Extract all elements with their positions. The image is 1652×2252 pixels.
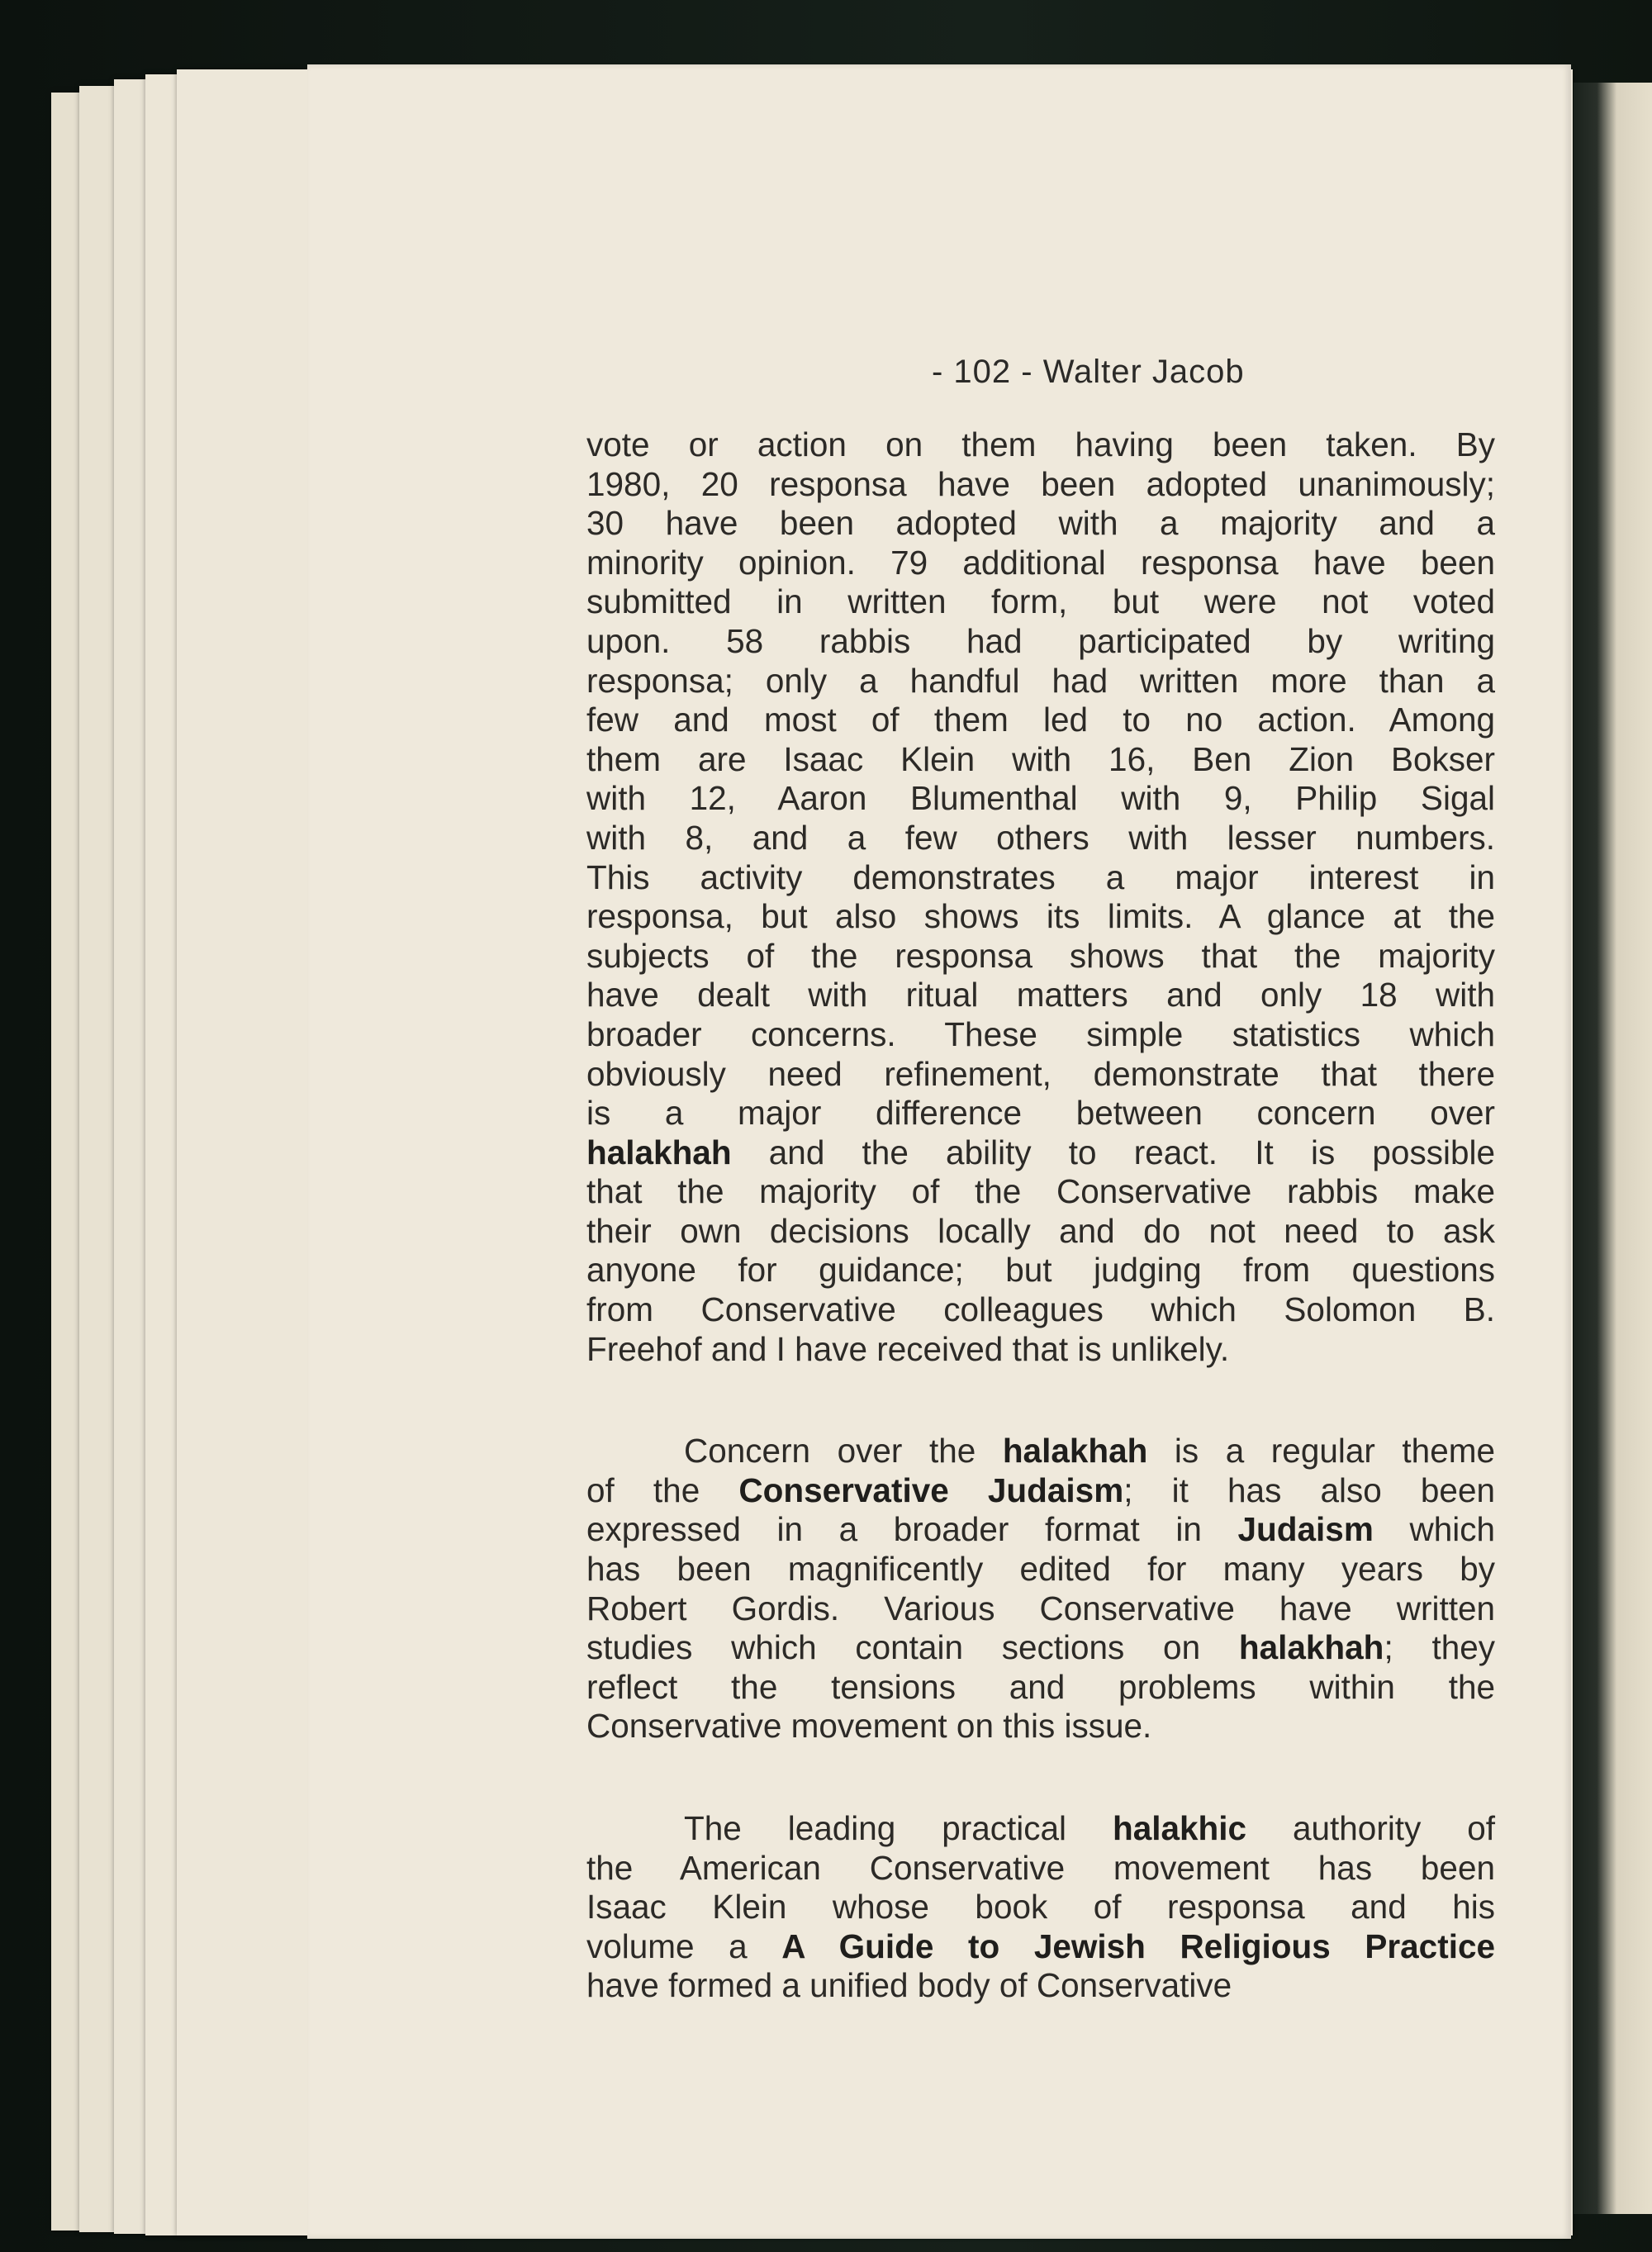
body-text bbox=[586, 425, 1495, 2006]
paragraph-gap bbox=[586, 1369, 1495, 1432]
text-run: of the bbox=[586, 1470, 739, 1509]
text-line bbox=[586, 1133, 1495, 1173]
text-line bbox=[586, 1888, 1495, 1927]
text-line bbox=[586, 897, 1495, 937]
text-run: their own decisions locally and do not need to ask bbox=[586, 1211, 1495, 1250]
facing-page-edge bbox=[1574, 83, 1652, 2214]
text-line bbox=[586, 662, 1495, 701]
text-run: have dealt with ritual matters and only 18 with bbox=[586, 976, 1495, 1014]
paragraph-gap bbox=[586, 1746, 1495, 1809]
text-line bbox=[586, 1432, 1495, 1471]
text-line bbox=[586, 622, 1495, 662]
text-run: subjects of the responsa shows that the majority bbox=[586, 936, 1495, 975]
text-run: vote or action on them having been taken. By bbox=[586, 425, 1495, 463]
text-run: which bbox=[1373, 1510, 1496, 1549]
text-run: obviously need refinement, demonstrate that there bbox=[586, 1054, 1495, 1093]
text-line bbox=[586, 779, 1495, 819]
text-run: with 8, and a few others with lesser numbers. bbox=[586, 818, 1495, 857]
text-run: authority of bbox=[1246, 1809, 1496, 1847]
emphasized-term: halakhic bbox=[1112, 1809, 1247, 1847]
text-run: ; they bbox=[1384, 1628, 1495, 1667]
text-run: and the ability to react. It is possible bbox=[731, 1133, 1495, 1171]
text-line bbox=[586, 1510, 1495, 1550]
text-run: responsa, but also shows its limits. A glance at the bbox=[586, 897, 1495, 936]
text-run: is a major difference between concern over bbox=[586, 1094, 1495, 1133]
text-run: expressed in a broader format in bbox=[586, 1510, 1238, 1549]
text-line bbox=[586, 1668, 1495, 1708]
text-line bbox=[586, 504, 1495, 544]
text-run: broader concerns. These simple statistics which bbox=[586, 1014, 1495, 1053]
text-run: The leading practical bbox=[684, 1809, 1113, 1847]
text-run: the American Conservative movement has been bbox=[586, 1848, 1495, 1887]
text-line bbox=[586, 1849, 1495, 1889]
text-line bbox=[586, 1330, 1495, 1370]
text-run: that the majority of the Conservative rabbis make bbox=[586, 1172, 1495, 1211]
text-run: reflect the tensions and problems within the bbox=[586, 1667, 1495, 1706]
text-run: ; it has also been bbox=[1123, 1470, 1496, 1509]
text-run: has been magnificently edited for many years by bbox=[586, 1550, 1495, 1589]
text-line bbox=[586, 1055, 1495, 1095]
text-run: 1980, 20 responsa have been adopted unanimously; bbox=[586, 464, 1495, 503]
text-run: have formed a unified body of Conservative bbox=[586, 1966, 1232, 2005]
text-run: with 12, Aaron Blumenthal with 9, Philip Sigal bbox=[586, 779, 1495, 818]
text-line bbox=[586, 1589, 1495, 1629]
text-run: from Conservative colleagues which Solomon B. bbox=[586, 1290, 1495, 1329]
text-line bbox=[586, 1212, 1495, 1252]
text-run: Isaac Klein whose book of responsa and his bbox=[586, 1888, 1495, 1927]
emphasized-term: Judaism bbox=[1237, 1510, 1374, 1549]
emphasized-term: halakhah bbox=[1238, 1628, 1384, 1667]
text-run: upon. 58 rabbis had participated by writing bbox=[586, 621, 1495, 660]
text-run: volume a bbox=[586, 1927, 782, 1965]
text-line bbox=[586, 425, 1495, 465]
text-run: This activity demonstrates a major interest in bbox=[586, 858, 1495, 896]
text-run: is a regular theme bbox=[1147, 1432, 1495, 1470]
emphasized-term: halakhah bbox=[1002, 1432, 1148, 1470]
text-run: minority opinion. 79 additional responsa have been bbox=[586, 543, 1495, 582]
text-line bbox=[586, 937, 1495, 976]
text-line bbox=[586, 1707, 1495, 1746]
emphasized-term: halakhah bbox=[586, 1133, 732, 1171]
text-run: few and most of them led to no action. Among bbox=[586, 701, 1495, 739]
text-line bbox=[586, 1471, 1495, 1511]
text-line bbox=[586, 582, 1495, 622]
text-run: Conservative movement on this issue. bbox=[586, 1707, 1152, 1746]
emphasized-term: A Guide to Jewish Religious Practice bbox=[781, 1927, 1495, 1965]
text-line bbox=[586, 1094, 1495, 1133]
text-run: Concern over the bbox=[684, 1432, 1003, 1470]
text-run: anyone for guidance; but judging from questions bbox=[586, 1251, 1495, 1290]
text-line bbox=[586, 1927, 1495, 1967]
text-line bbox=[586, 1251, 1495, 1290]
text-line bbox=[586, 1628, 1495, 1668]
text-line bbox=[586, 701, 1495, 740]
text-line bbox=[586, 465, 1495, 505]
text-run: studies which contain sections on bbox=[586, 1628, 1239, 1667]
text-line bbox=[586, 819, 1495, 858]
text-run: 30 have been adopted with a majority and a bbox=[586, 504, 1495, 543]
text-line bbox=[586, 544, 1495, 583]
text-line bbox=[586, 1550, 1495, 1589]
text-run: Freehof and I have received that is unlikely. bbox=[586, 1329, 1230, 1368]
text-run: responsa; only a handful had written more than a bbox=[586, 661, 1495, 700]
text-line bbox=[586, 1015, 1495, 1055]
text-line bbox=[586, 976, 1495, 1015]
text-line bbox=[586, 858, 1495, 898]
text-run: submitted in written form, but were not voted bbox=[586, 582, 1495, 621]
text-line bbox=[586, 1172, 1495, 1212]
text-line bbox=[586, 1966, 1495, 2006]
text-run: Robert Gordis. Various Conservative have written bbox=[586, 1589, 1495, 1627]
emphasized-term: Conservative Judaism bbox=[738, 1470, 1124, 1509]
text-run: them are Isaac Klein with 16, Ben Zion Bokser bbox=[586, 739, 1495, 778]
text-line bbox=[586, 1290, 1495, 1330]
text-line bbox=[586, 1809, 1495, 1849]
running-header: - 102 - Walter Jacob bbox=[932, 354, 1245, 390]
text-line bbox=[586, 740, 1495, 780]
